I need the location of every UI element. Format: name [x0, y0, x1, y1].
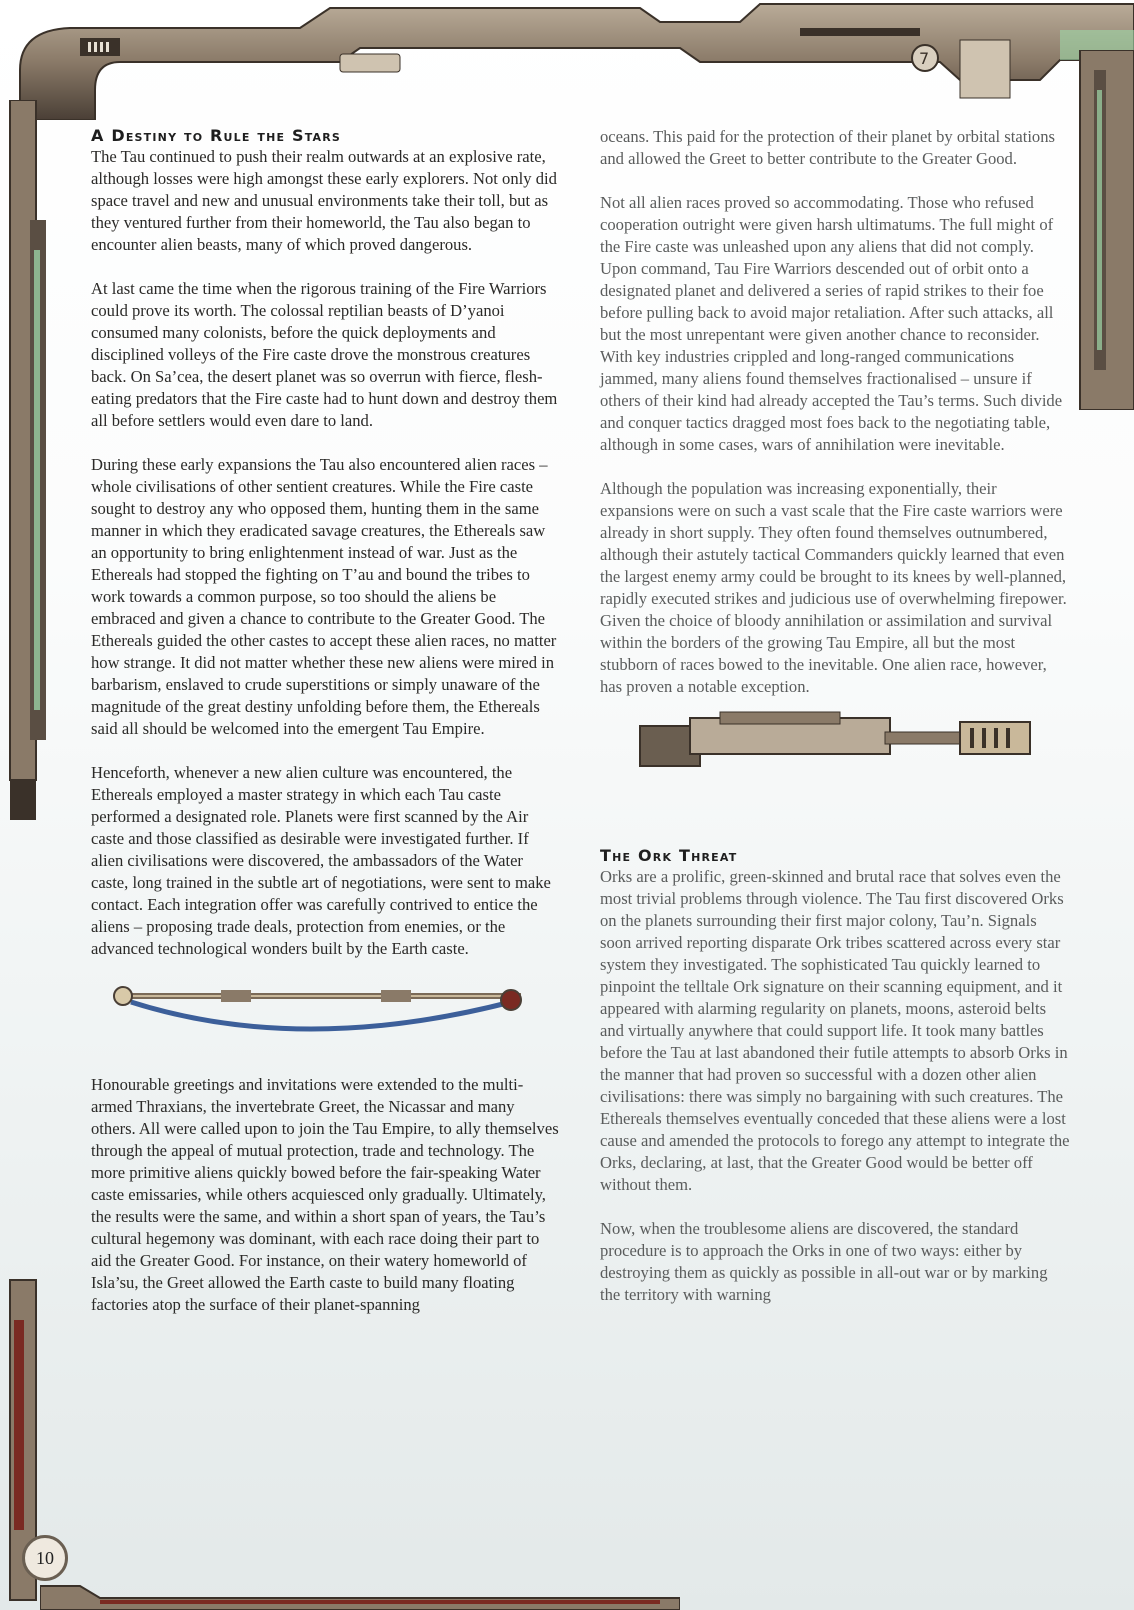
bottom-frame-decoration	[40, 1576, 680, 1610]
right-column	[600, 126, 1070, 1306]
pulse-rifle-illustration	[630, 708, 1040, 778]
right-frame-decoration	[1060, 50, 1134, 410]
left-column	[91, 126, 561, 1338]
paragraph: oceans. This paid for the protection of their planet by orbital stations and allowed the Greet to better contribute to the Greater Good.	[600, 127, 1055, 168]
paragraph: Now, when the troublesome aliens are discovered, the standard procedure is to approach the Orks in one of two ways: either by destroying them as quickly as possible in all-out war or by marking the territory with warning	[600, 1219, 1048, 1304]
paragraph: During these early expansions the Tau also encountered alien races – whole civilisations of other sentient creatures. While the Fire caste sought to destroy any who opposed them, hunting them in the same manner in which they eradicated savage creatures, the Ethereals saw an opportunity to bring enlightenment instead of war. Just as the Ethereals had stopped the fighting on T’au and bound the tribes to work towards a common purpose, so too should the aliens be embraced and given a chance to contribute to the Greater Good. The Ethereals guided the other castes to accept these alien races, no matter how strange. It did not matter whether these new aliens were mired in barbarism, enslaved to crude superstitions or simply unaware of the magnitude of the great destiny unfolding before them, the Ethereals said all should be welcomed into the emergent Tau Empire.	[91, 455, 557, 738]
paragraph: Although the population was increasing exponentially, their expansions were on such a vast scale that the Fire caste warriors were already in short supply. They often found themselves outnumbered, although their astutely tactical Commanders quickly learned that even the largest enemy army could be brought to its knees by well-planned, rapidly executed strikes and judicious use of overwhelming firepower. Given the choice of bloody annihilation or assimilation and survival within the borders of the growing Tau Empire, all but the most stubborn of races bowed to the inevitable. One alien race, however, has proven a notable exception.	[600, 479, 1067, 696]
paragraph: Orks are a prolific, green-skinned and brutal race that solves even the most trivial problems through violence. The Tau first discovered Orks on the planets surrounding their first major colony, Tau’n. Signals soon arrived reporting disparate Ork tribes scattered across every star system they investigated. The sophisticated Tau quickly learned to pinpoint the telltale Ork signature on their scanning equipment, and it appeared with alarming regularity on planets, moons, asteroid belts and virtually anywhere that could support life. It took many battles before the Tau at last abandoned their futile attempts to absorb Orks in the manner that had proven so successful with a dozen other alien civilisations: there was simply no bargaining with such creatures. The Ethereals themselves eventually conceded that these aliens were a lost cause and amended the protocols to forego any attempt to integrate the Orks, declaring, at last, that the Greater Good would be better off without them.	[600, 867, 1070, 1194]
paragraph: Not all alien races proved so accommodating. Those who refused cooperation outright were given harsh ultimatums. The full might of the Fire caste was unleashed upon any aliens that did not comply. Upon command, Tau Fire Warriors descended out of orbit onto a designated planet and delivered a series of rapid strikes to their foe before pulling back to avoid major retaliation. After such attacks, all but the most unrepentant were given another chance to reconsider. With key industries crippled and long-ranged communications jammed, many aliens found themselves fractionalised – unsure if others of their kind had already accepted the Tau’s terms. Such divide and conquer tactics dragged most foes back to the negotiating table, although in some cases, wars of annihilation were inevitable.	[600, 193, 1063, 454]
left-frame-decoration	[0, 100, 80, 1610]
paragraph: Henceforth, whenever a new alien culture was encountered, the Ethereals employed a master strategy in which each Tau caste performed a designated role. Planets were first scanned by the Air caste and those classified as desirable were investigated further. If alien civilisations were discovered, the ambassadors of the Water caste, long trained in the subtle art of negotiations, were sent to make contact. Each integration offer was carefully contrived to entice the aliens – proposing trade deals, protection from enemies, or the advanced technological wonders built by the Earth caste.	[91, 763, 551, 958]
top-frame-decoration	[0, 0, 1134, 120]
page-number: 10	[22, 1535, 68, 1581]
paragraph: At last came the time when the rigorous training of the Fire Warriors could prove its worth. The colossal reptilian beasts of D’yanoi consumed many colonists, before the quick deployments and disciplined volleys of the Fire caste drove the monstrous creatures back. On Sa’cea, the desert planet was so overrun with fierce, flesh-eating predators that the Fire caste had to hunt down and destroy them all before settlers would even dare to land.	[91, 279, 558, 430]
paragraph: The Tau continued to push their realm outwards at an explosive rate, although losses were high amongst these early explorers. Not only did space travel and new and unusual environments take their toll, but as they ventured further from their homeworld, the Tau also began to encounter alien beasts, many of which proved dangerous.	[91, 147, 557, 254]
paragraph: Honourable greetings and invitations were extended to the multi-armed Thraxians, the invertebrate Greet, the Nicassar and many others. All were called upon to join the Tau Empire, to ally themselves through the appeal of mutual protection, trade and technology. The more primitive aliens quickly bowed before the fair-speaking Water caste emissaries, while others acquiesced only gradually. Ultimately, the results were the same, and within a short span of years, the Tau’s cultural hegemony was dominant, with each race doing their part to aid the Greater Good. For instance, on their watery homeworld of Isla’su, the Greet allowed the Earth caste to build many floating factories atop the surface of their planet-spanning	[91, 1075, 559, 1314]
section-title-destiny: A Destiny to Rule the Stars	[91, 126, 342, 145]
frame-badge: 7	[919, 49, 930, 68]
section-title-ork-threat: The Ork Threat	[600, 846, 738, 865]
ethereal-honour-blade-illustration	[101, 966, 541, 1046]
